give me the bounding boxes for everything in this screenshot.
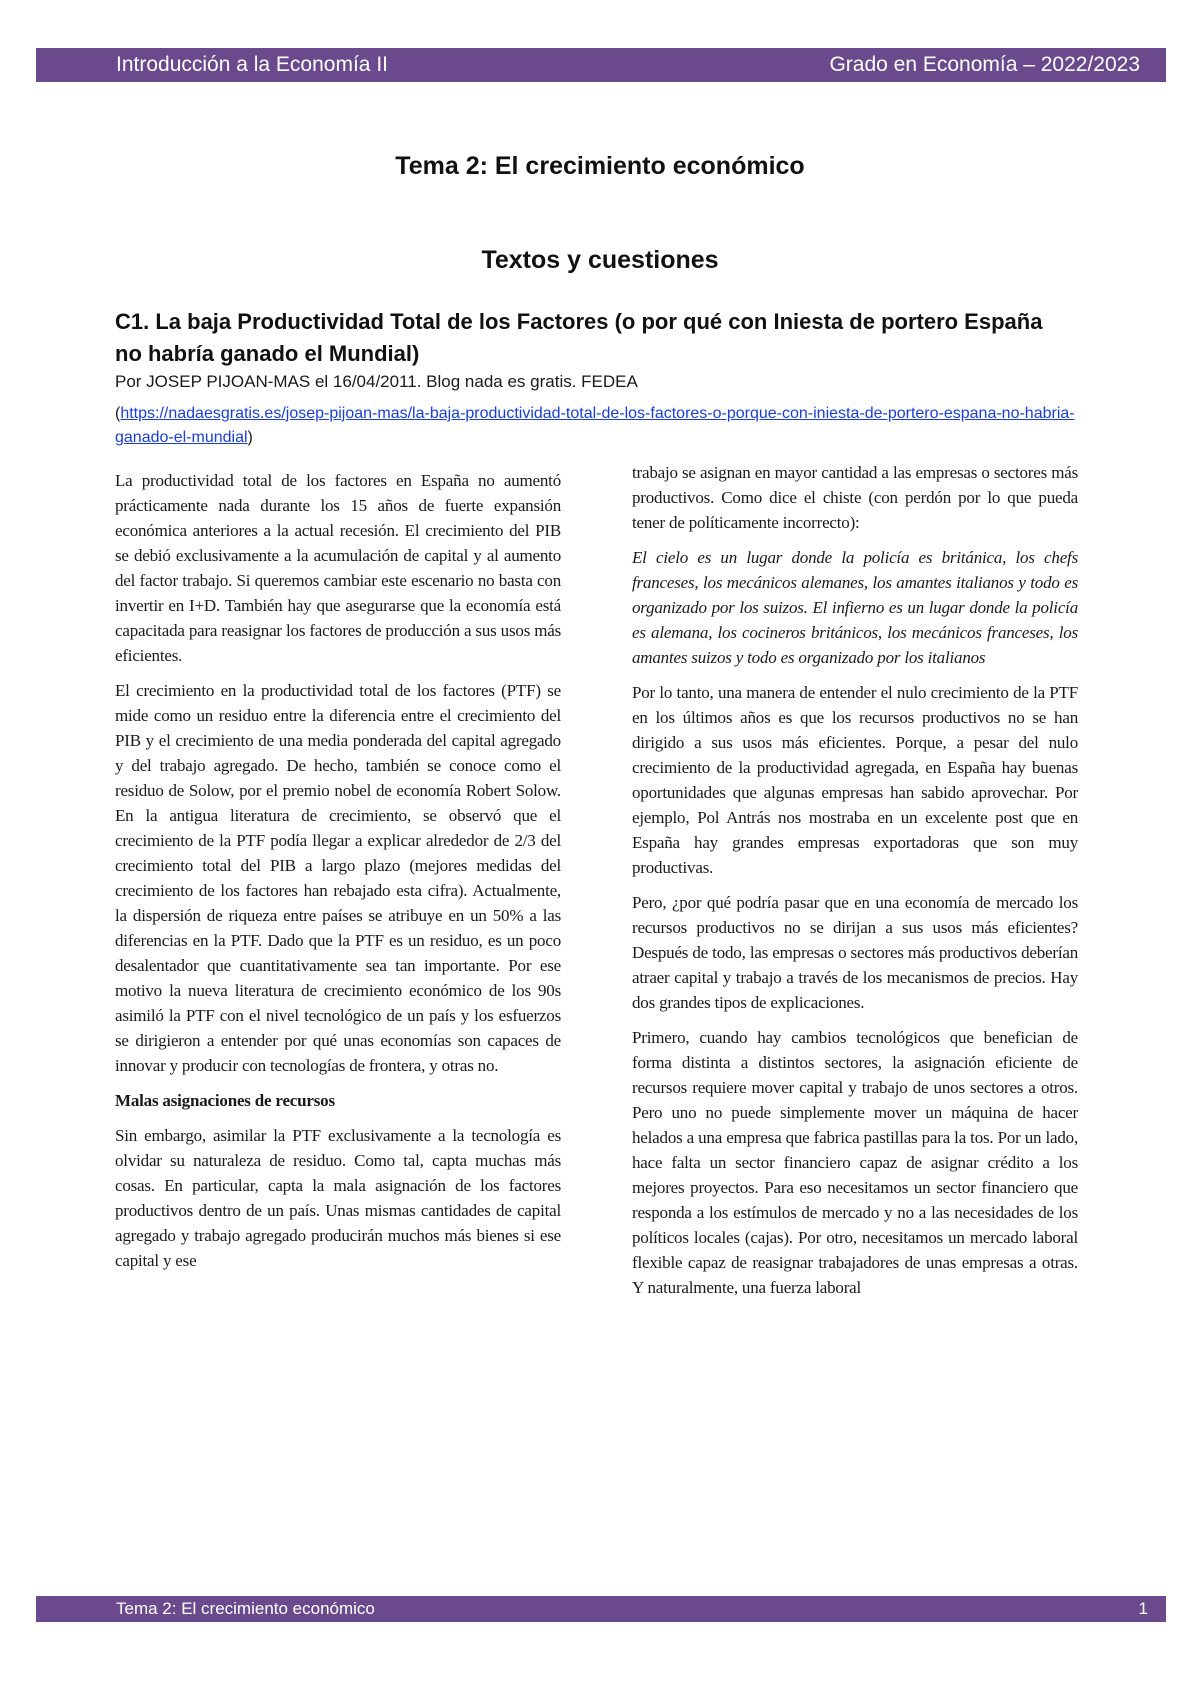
paragraph: Pero, ¿por qué podría pasar que en una economía de mercado los recursos productivos no se dirijan a sus usos más eficientes? Después de todo, las empresas o sectores más productivos deberían atraer capital y trabajo a través de los mecanismos de precios. Hay dos grandes tipos de explicaciones.: [632, 893, 1078, 1012]
url-open-paren: (: [115, 405, 121, 422]
left-column: [115, 468, 561, 1283]
paragraph: Sin embargo, asimilar la PTF exclusivamente a la tecnología es olvidar su naturaleza de residuo. Como tal, capta muchas más cosas. En particular, capta la mala asignación de los factores productivos dentro de un país. Unas mismas cantidades de capital agregado y trabajo agregado producirán muchos más bienes si ese capital y ese: [115, 1126, 561, 1270]
paragraph: trabajo se asignan en mayor cantidad a las empresas o sectores más productivos. Como dice el chiste (con perdón por lo que pueda tener de políticamente incorrecto):: [632, 463, 1078, 532]
subsection-heading: Malas asignaciones de recursos: [115, 1091, 335, 1110]
section-heading: C1. La baja Productividad Total de los Factores (o por qué con Iniesta de portero España no habría ganado el Mundial): [115, 309, 1043, 366]
source-link[interactable]: https://nadaesgratis.es/josep-pijoan-mas/la-baja-productividad-total-de-los-factores-o-porque-con-iniesta-de-portero-espana-no-habria-ganado-el-mundial: [115, 405, 1075, 446]
right-column: [632, 460, 1078, 1310]
paragraph: La productividad total de los factores en España no aumentó prácticamente nada durante los 15 años de fuerte expansión económica anteriores a la actual recesión. El crecimiento del PIB se debió exclusivamente a la acumulación de capital y al aumento del factor trabajo. Si queremos cambiar este escenario no basta con invertir en I+D. También hay que asegurarse que la economía está capacitada para reasignar los factores de producción a sus usos más eficientes.: [115, 471, 561, 665]
page-subtitle: Textos y cuestiones: [481, 246, 719, 274]
page-footer-bar: [36, 1596, 1166, 1622]
url-close-paren: ): [247, 429, 253, 446]
page-number: 1: [1138, 1599, 1148, 1618]
header-course: Introducción a la Economía II: [116, 53, 388, 76]
paragraph: El crecimiento en la productividad total de los factores (PTF) se mide como un residuo entre la diferencia entre el crecimiento del PIB y el crecimiento de una media ponderada del capital agregado y del trabajo agregado. De hecho, también se conoce como el residuo de Solow, por el premio nobel de economía Robert Solow. En la antigua literatura de crecimiento, se observó que el crecimiento de la PTF podía llegar a explicar alrededor de 2/3 del crecimiento total del PIB a largo plazo (mejores medidas del crecimiento de los factores han rebajado esta cifra). Actualmente, la dispersión de riqueza entre países se atribuye en un 50% a las diferencias en la PTF. Dado que la PTF es un residuo, es un poco desalentador que cuantitativamente sea tan importante. Por ese motivo la nueva literatura de crecimiento económico de los 90s asimiló la PTF con el nivel tecnológico de un país y los esfuerzos se dirigieron a entender por qué unas economías son capaces de innovar y producir con tecnologías de frontera, y otras no.: [115, 681, 561, 1075]
footer-topic: Tema 2: El crecimiento económico: [116, 1599, 375, 1618]
joke-quote: El cielo es un lugar donde la policía es británica, los chefs franceses, los mecánicos alemanes, los amantes italianos y todo es organizado por los suizos. El infierno es un lugar donde la policía es alemana, los cocineros británicos, los mecánicos franceses, los amantes suizos y todo es organizado por los italianos: [632, 548, 1078, 667]
paragraph: Primero, cuando hay cambios tecnológicos que benefician de forma distinta a distintos sectores, la asignación eficiente de recursos requiere mover capital y trabajo de unos sectores a otros. Pero uno no puede simplemente mover un máquina de hacer helados a una empresa que fabrica pastillas para la tos. Por un lado, hace falta un sector financiero capaz de asignar crédito a los mejores proyectos. Para eso necesitamos un sector financiero que responda a los estímulos de mercado y no a las necesidades de los políticos locales (cajas). Por otro, necesitamos un mercado laboral flexible capaz de reasignar trabajadores de unas empresas a otras. Y naturalmente, una fuerza laboral: [632, 1028, 1078, 1297]
header-degree: Grado en Economía – 2022/2023: [829, 53, 1140, 76]
source-url-line: [115, 402, 1075, 450]
page-title: Tema 2: El crecimiento económico: [395, 152, 805, 180]
author-byline: Por JOSEP PIJOAN-MAS el 16/04/2011. Blog nada es gratis. FEDEA: [115, 372, 638, 391]
page-header-bar: [36, 48, 1166, 82]
paragraph: Por lo tanto, una manera de entender el nulo crecimiento de la PTF en los últimos años es que los recursos productivos no se han dirigido a sus usos más eficientes. Porque, a pesar del nulo crecimiento de la productividad agregada, en España hay buenas oportunidades que algunas empresas han sabido aprovechar. Por ejemplo, Pol Antrás nos mostraba en un excelente post que en España hay grandes empresas exportadoras que son muy productivas.: [632, 683, 1078, 877]
